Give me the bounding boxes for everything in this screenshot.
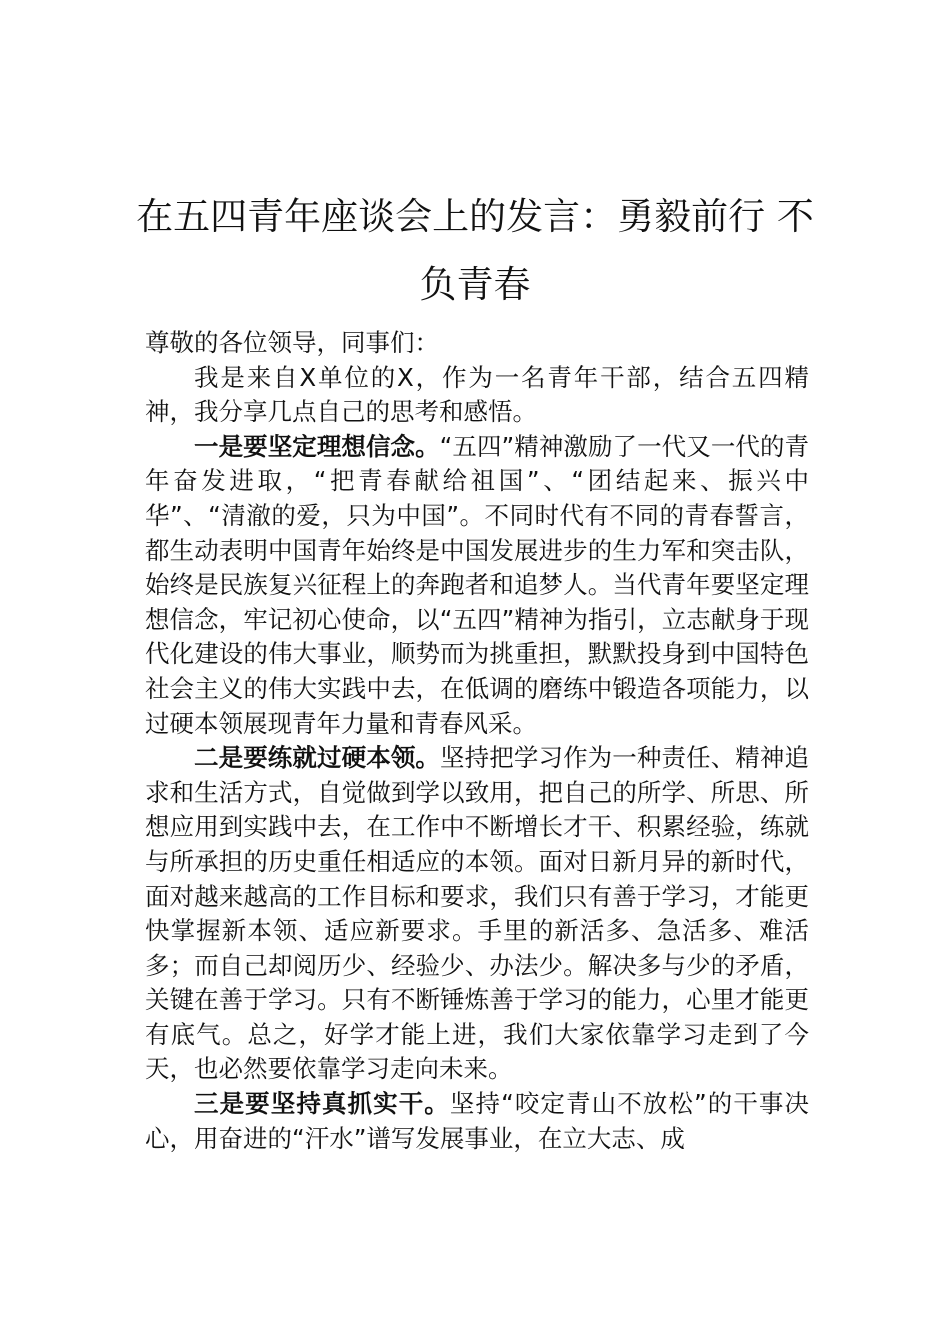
section-paragraph-1 <box>145 430 809 741</box>
document-body <box>145 326 809 1156</box>
section-text-1: “五四”精神激励了一代又一代的青年奋发进取，“把青春献给祖国”、“团结起来、振兴中华”、“清澈的爱，只为中国”。不同时代有不同的青春誓言，都生动表明中国青年始终是中国发展进步的生力军和突击队，始终是民族复兴征程上的奔跑者和追梦人。当代青年要坚定理想信念，牢记初心使命，以“五四”精神为指引，立志献身于现代化建设的伟大事业，顺势而为挑重担，默默投身到中国特色社会主义的伟大实践中去，在低调的磨练中锻造各项能力，以过硬本领展现青年力量和青春风采。 <box>145 431 810 738</box>
section-paragraph-2 <box>145 741 809 1087</box>
section-text-2: 坚持把学习作为一种责任、精神追求和生活方式，自觉做到学以致用，把自己的所学、所思、所想应用到实践中去，在工作中不断增长才干、积累经验，练就与所承担的历史重任相适应的本领。面对日新月异的新时代，面对越来越高的工作目标和要求，我们只有善于学习，才能更快掌握新本领、适应新要求。手里的新活多、急活多、难活多；而自己却阅历少、经验少、办法少。解决多与少的矛盾，关键在善于学习。只有不断锤炼善于学习的能力，心里才能更有底气。总之，好学才能上进，我们大家依靠学习走到了今天，也必然要依靠学习走向未来。 <box>145 743 810 1084</box>
section-text-3: 坚持“咬定青山不放松”的干事决心，用奋进的“汗水”谱写发展事业，在立大志、成 <box>145 1089 810 1153</box>
document-title: 在五四青年座谈会上的发言：勇毅前行 不负青春 <box>136 194 814 306</box>
section-heading-1: 一是要坚定理想信念。 <box>194 431 440 461</box>
section-heading-3: 三是要坚持真抓实干。 <box>194 1089 450 1119</box>
section-paragraph-3 <box>145 1087 809 1156</box>
section-heading-2: 二是要练就过硬本领。 <box>194 743 441 773</box>
salutation: 尊敬的各位领导，同事们： <box>145 328 439 357</box>
intro-paragraph: 我是来自X单位的X，作为一名青年干部，结合五四精神，我分享几点自己的思考和感悟。 <box>145 362 809 427</box>
